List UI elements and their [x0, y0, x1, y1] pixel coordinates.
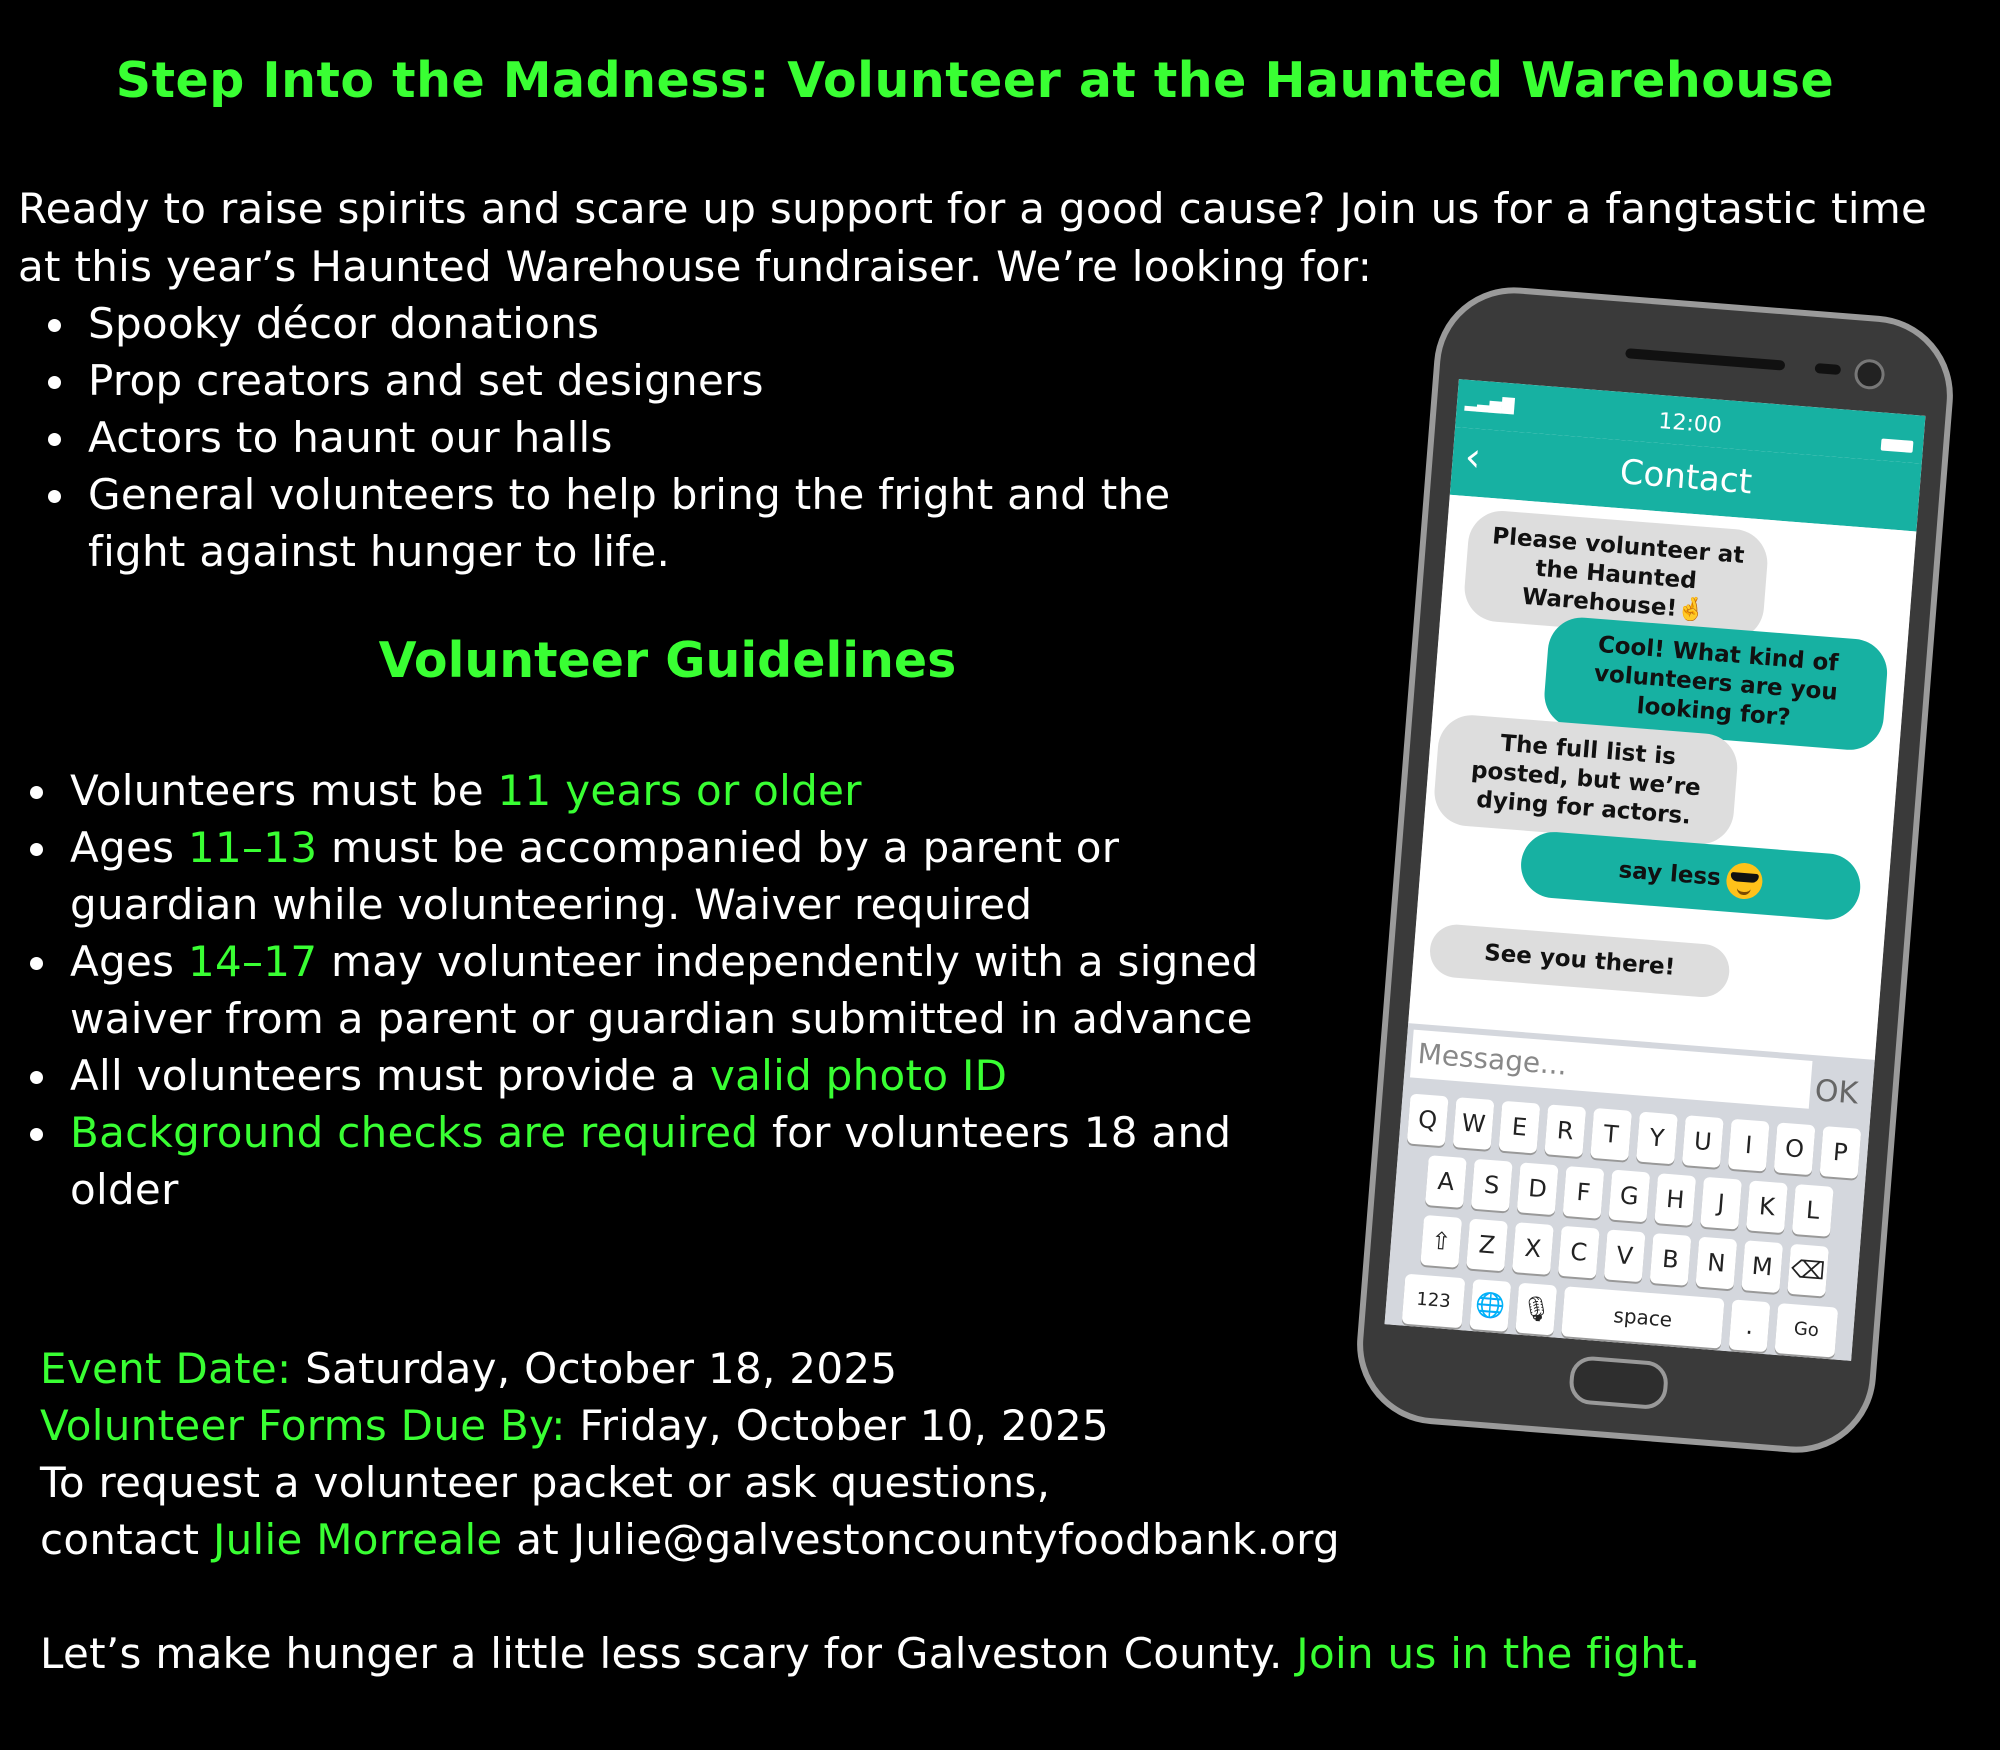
guideline-item: All volunteers must provide a valid photo ID	[0, 1047, 1320, 1104]
globe-icon[interactable]: 🌐	[1469, 1279, 1511, 1332]
space-key[interactable]: space	[1561, 1286, 1724, 1348]
list-item: Prop creators and set designers	[18, 352, 1368, 409]
looking-for-list	[18, 295, 1368, 580]
key[interactable]: W	[1453, 1097, 1495, 1150]
key[interactable]: F	[1563, 1166, 1605, 1219]
intro-paragraph: Ready to raise spirits and scare up support for a good cause? Join us for a fangtastic time at this year’s Haunted Warehouse fundraiser. We’re looking for:	[18, 184, 1928, 291]
key[interactable]: G	[1608, 1170, 1650, 1223]
key[interactable]: Y	[1636, 1112, 1678, 1165]
status-time: 12:00	[1657, 408, 1723, 439]
guidelines-list	[0, 762, 1320, 1218]
key[interactable]: H	[1654, 1173, 1696, 1226]
guideline-item: Ages 14–17 may volunteer independently with a signed waiver from a parent or guardian submitted in advance	[0, 933, 1320, 1047]
message-input[interactable]: Message...	[1410, 1030, 1813, 1109]
message-bubble-incoming: See you there!	[1428, 923, 1731, 999]
key[interactable]: Z	[1466, 1219, 1508, 1272]
key[interactable]: M	[1741, 1240, 1783, 1293]
list-item: Actors to haunt our halls	[18, 409, 1368, 466]
key[interactable]: K	[1746, 1180, 1788, 1233]
guidelines-heading: Volunteer Guidelines	[378, 632, 957, 689]
ok-button[interactable]: OK	[1813, 1073, 1860, 1112]
event-details	[40, 1340, 1440, 1568]
phone-screen	[1385, 379, 1926, 1361]
composer-area	[1385, 1023, 1875, 1361]
key[interactable]: B	[1650, 1233, 1692, 1286]
shift-icon[interactable]: ⇧	[1420, 1215, 1462, 1268]
message-bubble-incoming: Please volunteer at the Haunted Warehouse!🤞	[1462, 508, 1770, 642]
contact-email[interactable]: at Julie@galvestoncountyfoodbank.org	[502, 1515, 1340, 1564]
key[interactable]: O	[1774, 1122, 1816, 1175]
signal-icon: ▂▃▅▇	[1464, 391, 1516, 415]
list-item: Spooky décor donations	[18, 295, 1368, 352]
message-bubble-incoming: The full list is posted, but we’re dying for actors.	[1432, 713, 1740, 847]
request-line: To request a volunteer packet or ask questions,	[40, 1458, 1051, 1507]
go-key[interactable]: Go	[1774, 1303, 1838, 1358]
numbers-key[interactable]: 123	[1402, 1274, 1466, 1329]
key[interactable]: Q	[1407, 1094, 1449, 1147]
key[interactable]: P	[1820, 1126, 1862, 1179]
chat-thread	[1408, 495, 1916, 1060]
key[interactable]: E	[1499, 1101, 1541, 1154]
key[interactable]: S	[1471, 1159, 1513, 1212]
backspace-icon[interactable]: ⌫	[1787, 1244, 1829, 1297]
key[interactable]: X	[1512, 1222, 1554, 1275]
message-bubble-outgoing: Cool! What kind of volunteers are you looking for?	[1542, 615, 1890, 752]
key[interactable]: N	[1695, 1237, 1737, 1290]
home-button	[1568, 1355, 1669, 1411]
battery-icon	[1881, 438, 1914, 452]
key[interactable]: T	[1590, 1108, 1632, 1161]
back-arrow-icon[interactable]: ‹	[1463, 433, 1483, 481]
phone-sensor	[1814, 363, 1841, 375]
key[interactable]: V	[1604, 1229, 1646, 1282]
event-date-line: Event Date: Saturday, October 18, 2025	[40, 1344, 898, 1393]
contact-line: contact Julie Morreale at Julie@galvestoncountyfoodbank.org	[40, 1515, 1340, 1564]
key[interactable]: L	[1792, 1184, 1834, 1237]
key[interactable]: J	[1700, 1177, 1742, 1230]
closing-line: Let’s make hunger a little less scary for Galveston County. Join us in the fight.	[40, 1629, 1701, 1678]
key[interactable]: C	[1558, 1226, 1600, 1279]
key[interactable]: U	[1682, 1115, 1724, 1168]
key[interactable]: A	[1425, 1155, 1467, 1208]
guideline-item: Background checks are required for volunteers 18 and older	[0, 1104, 1320, 1218]
list-item: General volunteers to help bring the fright and the fight against hunger to life.	[18, 466, 1268, 580]
message-bubble-outgoing: say less	[1519, 830, 1863, 922]
key[interactable]: D	[1517, 1162, 1559, 1215]
period-key[interactable]: .	[1729, 1299, 1771, 1352]
key[interactable]: I	[1728, 1119, 1770, 1172]
contact-name: Julie Morreale	[212, 1515, 503, 1564]
guideline-item: Volunteers must be 11 years or older	[0, 762, 1320, 819]
microphone-icon[interactable]: 🎙	[1515, 1283, 1557, 1336]
sunglasses-emoji-icon	[1725, 861, 1764, 900]
phone-illustration	[1351, 281, 1959, 1458]
page-title: Step Into the Madness: Volunteer at the Haunted Warehouse	[115, 52, 1835, 109]
guideline-item: Ages 11–13 must be accompanied by a parent or guardian while volunteering. Waiver required	[0, 819, 1320, 933]
key[interactable]: R	[1544, 1104, 1586, 1157]
call-to-action: Join us in the fight	[1296, 1629, 1684, 1678]
contact-title: Contact	[1618, 452, 1754, 503]
forms-due-line: Volunteer Forms Due By: Friday, October 10, 2025	[40, 1401, 1109, 1450]
